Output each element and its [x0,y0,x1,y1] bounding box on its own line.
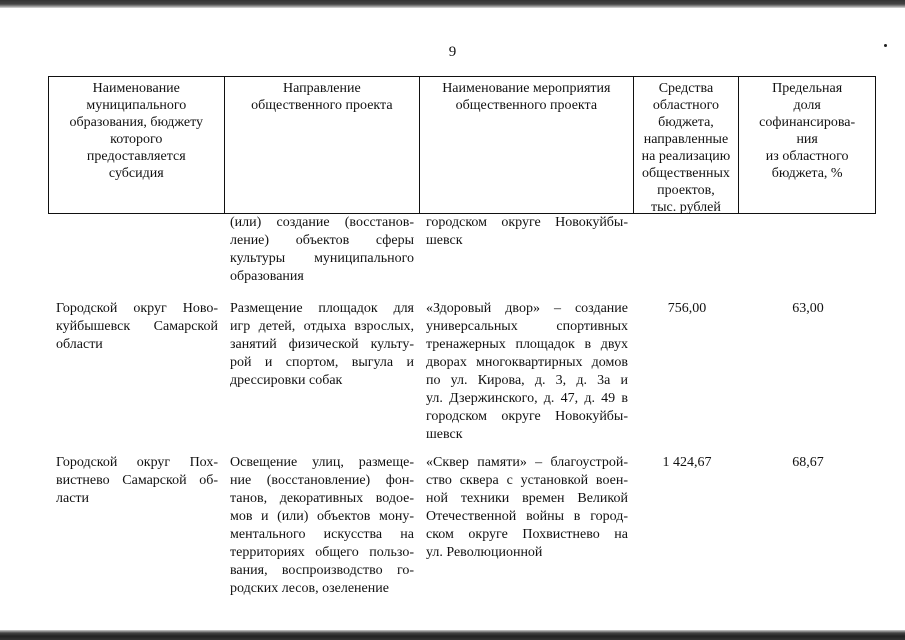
cell-text-line: территориях общего пользо- [230,545,414,560]
cell-text-line: шевск [426,427,463,442]
cell-direction [224,300,420,454]
cell-text-line: ство сквера с установкой воен- [426,473,628,488]
cell-municipality [48,300,224,454]
header-direction: Направление общественного проекта [225,77,421,213]
cell-text-line: области [56,337,103,352]
cell-text-line: куйбышевск Самарской [56,319,218,334]
cell-text-line: «Сквер памяти» – благоустрой- [426,455,628,470]
table-row [48,214,876,300]
scan-bottom-edge [0,630,905,640]
header-municipality: Наименование муниципального образования, бюджету которого предоставляется субсидия [49,77,225,213]
cell-text-line: (или) создание (восстанов- [230,215,414,230]
cell-text-line: вания, воспроизводство го- [230,563,414,578]
cell-text-line: ление) объектов сферы [230,233,414,248]
cell-direction [224,454,420,604]
cell-text-line: танов, декоративных водое- [230,491,414,506]
cell-text-line: Размещение площадок для [230,301,414,316]
cell-text-line: мов и (или) объектов мону- [230,509,414,524]
cell-text-line: занятий физической культу- [230,337,414,352]
cell-event [420,300,634,454]
cell-municipality [48,454,224,604]
cell-share: 63,00 [792,301,824,316]
cell-text-line: Отечественной войны в город- [426,509,628,524]
cell-text-line: дрессировки собак [230,373,343,388]
cell-text-line: Освещение улиц, размеще- [230,455,414,470]
header-share: Предельная доля софинансирова- ния из областного бюджета, % [759,81,856,181]
cell-share: 68,67 [792,455,824,470]
cell-event [420,214,634,300]
cell-text-line: дворах многоквартирных домов [426,355,628,370]
cell-text-line: городском округе Новокуйбы- [426,409,628,424]
table-row [48,454,876,604]
cell-text-line: родских лесов, озеленение [230,581,389,596]
scan-top-edge [0,0,905,8]
cell-text-line: Городской округ Пох- [56,455,218,470]
cell-text-line: по ул. Кирова, д. 3, д. 3а и [426,373,628,388]
cell-text-line: ной техники времен Великой [426,491,628,506]
cell-funds: 1 424,67 [662,455,712,470]
cell-text-line: культуры муниципального [230,251,414,266]
cell-text-line: рой и спортом, выгула и [230,355,414,370]
cell-event [420,454,634,604]
page-number: 9 [448,44,457,60]
cell-direction [224,214,420,300]
cell-text-line: шевск [426,233,463,248]
cell-funds: 756,00 [667,301,707,316]
cell-text-line: ул. Дзержинского, д. 47, д. 49 в [426,391,628,406]
cell-text-line: вистнево Самарской об- [56,473,218,488]
cell-municipality [48,214,224,300]
cell-share [740,214,876,300]
cell-funds [634,214,740,300]
cell-text-line: Городской округ Ново- [56,301,218,316]
cell-text-line: ласти [56,491,90,506]
cell-text-line: ментального искусства на [230,527,414,542]
header-funds: Средства областного бюджета, направленные на реализацию общественных проектов, тыс. рублей [634,77,740,213]
header-event: Наименование мероприятия общественного проекта [420,77,633,213]
cell-text-line: городском округе Новокуйбы- [426,215,628,230]
table-row [48,300,876,454]
table-body [48,214,876,604]
cell-text-line: универсальных спортивных [426,319,628,334]
cell-text-line: ние (восстановление) фон- [230,473,414,488]
cell-text-line: ском округе Похвистнево на [426,527,628,542]
cell-text-line: тренажерных площадок в двух [426,337,628,352]
cell-text-line: игр детей, отдыха взрослых, [230,319,414,334]
cell-text-line: ул. Революционной [426,545,543,560]
cell-text-line: образования [230,269,304,284]
table-header [48,76,876,214]
cell-text-line: «Здоровый двор» – создание [426,301,628,316]
